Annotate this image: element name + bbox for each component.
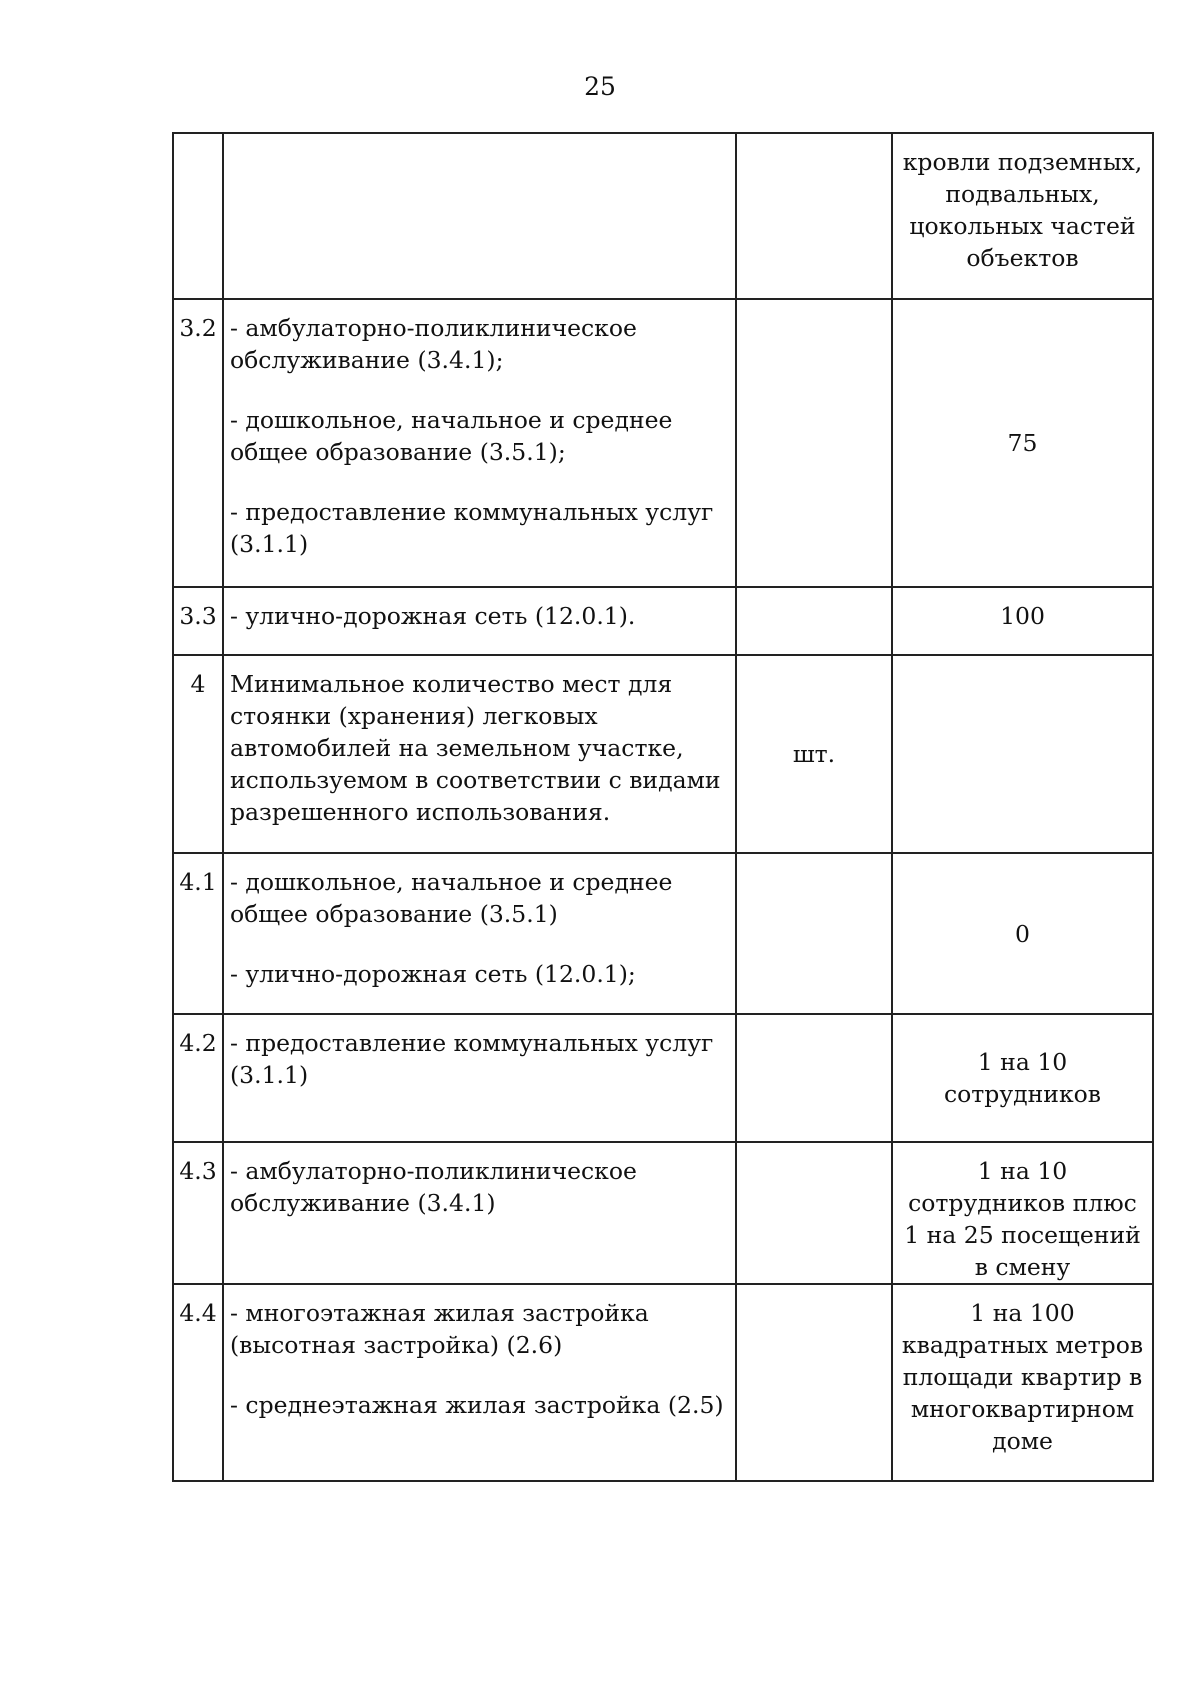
row-number: 4.1 <box>173 853 223 1014</box>
row-value: 0 <box>892 853 1153 1014</box>
row-unit <box>736 133 892 299</box>
norms-table <box>172 132 1154 1482</box>
table-row <box>173 299 1153 587</box>
table-row <box>173 587 1153 655</box>
table-row <box>173 133 1153 299</box>
row-description <box>223 655 736 853</box>
row-unit <box>736 299 892 587</box>
row-number: 4.3 <box>173 1142 223 1284</box>
row-value: 1 на 10 сотрудников <box>892 1014 1153 1142</box>
row-unit <box>736 853 892 1014</box>
table-row <box>173 853 1153 1014</box>
table-row <box>173 1014 1153 1142</box>
row-item: - предоставление коммунальных услуг (3.1.1) <box>230 1029 714 1089</box>
row-item: - амбулаторно-поликлиническое обслуживание (3.4.1) <box>230 1157 637 1217</box>
row-value: 75 <box>892 299 1153 587</box>
row-value: 1 на 100 квадратных метров площади квартир в многоквартирном доме <box>892 1284 1153 1481</box>
table-row <box>173 655 1153 853</box>
row-unit: шт. <box>736 655 892 853</box>
row-value: 100 <box>892 587 1153 655</box>
row-description <box>223 133 736 299</box>
table-row <box>173 1284 1153 1481</box>
row-item: - амбулаторно-поликлиническое обслуживание (3.4.1); <box>230 314 637 374</box>
row-description <box>223 299 736 587</box>
row-item: - улично-дорожная сеть (12.0.1); <box>230 960 636 988</box>
table-row <box>173 1142 1153 1284</box>
row-unit <box>736 1014 892 1142</box>
row-item: Минимальное количество мест для стоянки (хранения) легковых автомобилей на земельном участке, используемом в соответствии с видами разрешенного использования. <box>230 670 721 826</box>
row-value: 1 на 10 сотрудников плюс 1 на 25 посещений в смену <box>892 1142 1153 1284</box>
row-item: - среднеэтажная жилая застройка (2.5) <box>230 1391 724 1419</box>
row-number: 4.4 <box>173 1284 223 1481</box>
row-item: - улично-дорожная сеть (12.0.1). <box>230 602 636 630</box>
row-number <box>173 133 223 299</box>
row-description <box>223 853 736 1014</box>
row-item: - дошкольное, начальное и среднее общее образование (3.5.1); <box>230 406 673 466</box>
row-description <box>223 587 736 655</box>
row-value: кровли подземных, подвальных, цокольных частей объектов <box>892 133 1153 299</box>
row-number: 3.2 <box>173 299 223 587</box>
row-number: 4.2 <box>173 1014 223 1142</box>
row-item: - многоэтажная жилая застройка (высотная застройка) (2.6) <box>230 1299 649 1359</box>
row-unit <box>736 587 892 655</box>
row-value <box>892 655 1153 853</box>
row-item: - предоставление коммунальных услуг (3.1.1) <box>230 498 714 558</box>
row-description <box>223 1142 736 1284</box>
row-description <box>223 1014 736 1142</box>
row-number: 3.3 <box>173 587 223 655</box>
row-unit <box>736 1284 892 1481</box>
row-item: - дошкольное, начальное и среднее общее образование (3.5.1) <box>230 868 673 928</box>
row-unit <box>736 1142 892 1284</box>
row-description <box>223 1284 736 1481</box>
row-number: 4 <box>173 655 223 853</box>
page-number: 25 <box>584 72 616 101</box>
